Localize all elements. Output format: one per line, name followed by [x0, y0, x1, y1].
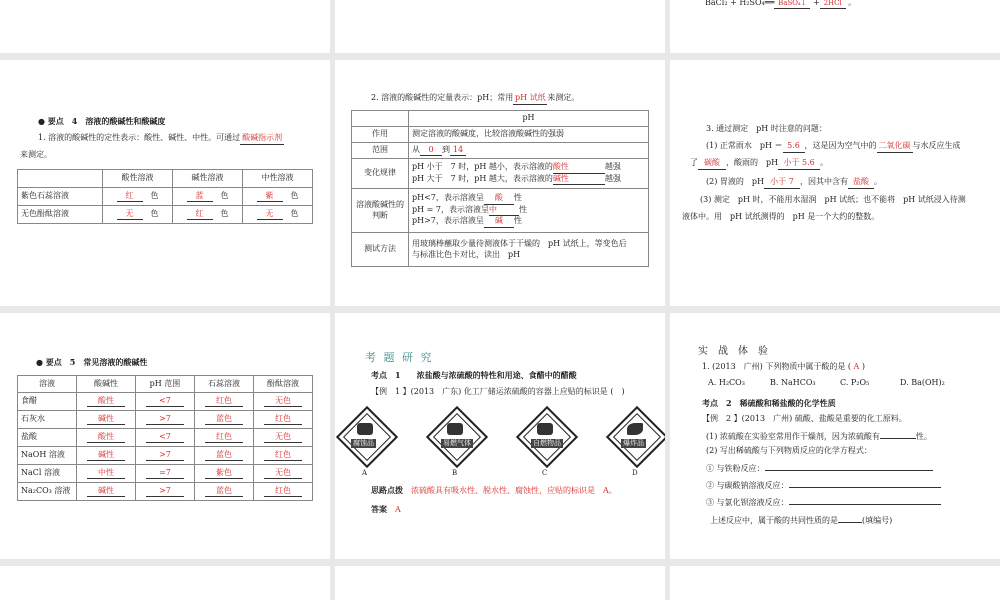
table-cell [77, 429, 136, 447]
table-cell [173, 206, 243, 224]
hazard-signs [335, 405, 665, 485]
equation-text: BaCl₂ + H₂SO₄══ [705, 0, 775, 7]
hazard-sign-a [336, 406, 398, 468]
note-line [690, 158, 828, 170]
range-mid: 到 [442, 144, 450, 154]
judge-fill: 酸 [484, 193, 514, 205]
table-row [18, 465, 313, 483]
answer-line [371, 504, 401, 516]
e5-blank [789, 496, 941, 505]
cell-fill: 红色 [264, 486, 302, 498]
answer-value: A [395, 505, 401, 514]
note-text: 与水反应生成 [912, 141, 961, 150]
note-text: 了 [690, 158, 698, 167]
judge-end: 性 [513, 216, 522, 226]
hint-text: 浓硫酸具有吸水性、脱水性、腐蚀性，应贴的标识是 A。 [411, 486, 617, 495]
example-part-5 [706, 496, 941, 509]
table-row [18, 483, 313, 501]
row-label: 溶液酸碱性的判断 [352, 189, 409, 233]
cell-fill: 中性 [87, 468, 125, 480]
cell-suffix: 色 [150, 208, 159, 218]
option-letter: A [362, 469, 368, 477]
example-line: 【例 2 】(2013 广州) 硫酸、盐酸是重要的化工原料。 [702, 414, 907, 423]
option-letter: C [542, 469, 548, 477]
table-cell [77, 465, 136, 483]
note-fill: 5.6 [783, 141, 805, 153]
cell-fill: 红色 [205, 432, 243, 444]
cell-fill: 红 [117, 191, 143, 203]
cell-fill: 无色 [264, 396, 302, 408]
row-label: 无色酚酞溶液 [18, 206, 103, 224]
table-cell [103, 188, 173, 206]
hint-line [371, 485, 617, 497]
intro-line [371, 93, 579, 105]
table-cell [195, 411, 254, 429]
slide-11 [335, 566, 665, 600]
judge-text: pH = 7，表示溶液呈 [412, 204, 489, 214]
option-b: B. NaHCO₃ [770, 378, 816, 387]
row-label: 作用 [352, 127, 409, 143]
table-cell [136, 393, 195, 411]
hazard-label: 易燃气体 [443, 439, 471, 447]
slide-4 [0, 60, 330, 306]
equation-blank-1: BaSO₄↓ [774, 0, 810, 9]
cell-suffix: 色 [220, 208, 229, 218]
q1-answer: A [853, 362, 860, 371]
cell-fill: 红色 [205, 396, 243, 408]
note-fill: 盐酸 [848, 177, 874, 189]
table-header [18, 170, 103, 188]
method-text: 用玻璃棒蘸取少量待测液体于干燥的 pH 试纸上，等变色后 [412, 238, 627, 248]
hazard-sign-d [606, 406, 665, 468]
note-fill: 二氧化碳 [877, 141, 913, 153]
solution-name: Na₂CO₃ 溶液 [18, 483, 77, 501]
heading-text: 要点 4 溶液的酸碱性和酸碱度 [47, 116, 166, 126]
table-cell [254, 411, 313, 429]
hazard-symbol-icon [537, 423, 553, 435]
e3-blank [765, 462, 933, 471]
rule-end: 越强 [604, 173, 621, 183]
judge-fill: 中 [489, 205, 519, 217]
table-row [18, 429, 313, 447]
hint-label: 思路点拨 [371, 485, 403, 495]
slide-1 [0, 0, 330, 53]
common-solutions-table [17, 375, 313, 501]
cell-fill: 无色 [264, 432, 302, 444]
cell-fill: 酸性 [87, 396, 125, 408]
table-cell [136, 411, 195, 429]
cell-fill: 无 [257, 209, 283, 221]
table-row [18, 447, 313, 465]
note-line: 3. 通过测定 pH 时注意的问题： [706, 124, 827, 133]
bullet-icon: ● [38, 116, 45, 126]
section-title: 考 题 研 究 [365, 351, 434, 364]
note-fill: 碳酸 [698, 158, 726, 170]
e4-text: ② 与碳酸钠溶液反应： [706, 481, 789, 490]
ph-table [351, 110, 649, 267]
note-text: (2) 胃液的 pH [706, 177, 764, 186]
e1-blank [880, 430, 916, 439]
table-row [18, 411, 313, 429]
row-value [409, 189, 649, 233]
table-cell [136, 447, 195, 465]
table-header: 酸碱性 [77, 376, 136, 393]
table-row [18, 188, 313, 206]
cell-fill: =7 [146, 468, 184, 480]
solution-name: NaCl 溶液 [18, 465, 77, 483]
table-row [18, 206, 313, 224]
option-a: A. H₂CO₃ [708, 378, 745, 387]
slide-12 [670, 566, 1000, 600]
note-line [706, 141, 961, 153]
slide-5 [335, 60, 665, 306]
table-row [352, 143, 649, 159]
cell-suffix: 色 [290, 190, 299, 200]
cell-fill: 酸性 [87, 432, 125, 444]
cell-fill: <7 [146, 396, 184, 408]
e1-text: (1) 浓硫酸在实验室常用作干燥剂，因为浓硫酸有 [706, 432, 880, 441]
q1-text: 1. (2013 广州) 下列物质中属于酸的是 ( [702, 362, 851, 371]
cell-fill: 蓝色 [205, 414, 243, 426]
note-text: 。 [873, 177, 882, 186]
note-text: ，酸雨的 pH [726, 158, 779, 167]
table-header: 酸性溶液 [103, 170, 173, 188]
e6-text: 上述反应中，属于酸的共同性质的是 [710, 516, 838, 525]
option-d: D. Ba(OH)₂ [900, 378, 945, 387]
table-cell [195, 483, 254, 501]
intro-end: 来测定。 [547, 93, 580, 102]
hazard-sign-b [426, 406, 488, 468]
note-line [706, 177, 882, 189]
table-row [352, 189, 649, 233]
ph-header: pH [409, 111, 649, 127]
table-cell [195, 393, 254, 411]
rule-end: 越强 [604, 161, 621, 171]
equation-plus: + [812, 0, 820, 7]
cell-fill: 无 [117, 209, 143, 221]
note-fill: 小于 5.6 [778, 158, 820, 170]
hazard-sign-c [516, 406, 578, 468]
hazard-label: 自燃物品 [533, 439, 561, 447]
cell-suffix: 色 [150, 190, 159, 200]
table-cell [77, 447, 136, 465]
row-value [409, 233, 649, 267]
note-text: (1) 正常雨水 pH ＝ [706, 141, 783, 150]
row-label: 紫色石蕊溶液 [18, 188, 103, 206]
cell-suffix: 色 [220, 190, 229, 200]
cell-fill: 紫 [257, 191, 283, 203]
cell-suffix: 色 [290, 208, 299, 218]
table-cell [173, 188, 243, 206]
rule-fill: 碱性 [553, 174, 605, 186]
note-fill: 小于 7 [764, 177, 800, 189]
table-header: 溶液 [18, 376, 77, 393]
table-cell [254, 429, 313, 447]
equation-blank-2: 2HCl [820, 0, 846, 9]
table-header: pH 范围 [136, 376, 195, 393]
solution-name: 石灰水 [18, 411, 77, 429]
example-line: 【例 1 】(2013 广东) 化工厂储运浓硫酸的容器上应贴的标识是 ( ) [371, 387, 625, 396]
table-cell [103, 206, 173, 224]
judge-end: 性 [513, 192, 522, 202]
table-cell [136, 465, 195, 483]
cell-fill: 红色 [264, 450, 302, 462]
e6-blank [838, 514, 862, 523]
note-text: 。 [820, 158, 829, 167]
table-row [18, 393, 313, 411]
option-letter: B [452, 469, 458, 477]
table-cell [77, 411, 136, 429]
section-title: 实 战 体 验 [698, 346, 768, 357]
e5-text: ③ 与氯化钡溶液反应： [706, 498, 789, 507]
judge-text: pH>7，表示溶液呈 [412, 216, 484, 226]
table-row [352, 127, 649, 143]
method-text: 与标准比色卡对比，读出 pH [412, 249, 521, 259]
table-cell [195, 447, 254, 465]
indicator-blank: 酸碱指示剂 [240, 133, 284, 145]
cell-fill: 碱性 [87, 450, 125, 462]
slide-6 [670, 60, 1000, 306]
cell-fill: 无色 [264, 468, 302, 480]
table-header: 石蕊溶液 [195, 376, 254, 393]
table-cell [195, 465, 254, 483]
note-text: ，这是因为空气中的 [804, 141, 877, 150]
judge-text: pH<7，表示溶液呈 [412, 192, 484, 202]
example-part-2: (2) 写出稀硫酸与下列物质反应的化学方程式： [706, 446, 872, 455]
cell-fill: 蓝色 [205, 450, 243, 462]
question-1 [702, 362, 865, 373]
table-cell [254, 465, 313, 483]
cell-fill: 蓝色 [205, 486, 243, 498]
range-low: 0 [420, 145, 442, 157]
row-label: 变化规律 [352, 159, 409, 189]
cell-fill: 红色 [264, 414, 302, 426]
cell-fill: >7 [146, 414, 184, 426]
example-part-6 [710, 514, 892, 527]
rule-text: pH 大于 7 时，pH 越大，表示溶液的 [412, 173, 553, 183]
cell-fill: <7 [146, 432, 184, 444]
solution-name: NaOH 溶液 [18, 447, 77, 465]
cell-fill: >7 [146, 450, 184, 462]
note-line: (3) 测定 pH 时，不能用水湿润 pH 试纸；也不能将 pH 试纸浸入待测 [700, 195, 966, 204]
q1-end: ) [861, 362, 865, 371]
table-cell [77, 393, 136, 411]
judge-fill: 碱 [484, 216, 514, 228]
hazard-symbol-icon [627, 423, 643, 435]
empty-cell [352, 111, 409, 127]
e4-blank [789, 479, 941, 488]
table-cell [254, 447, 313, 465]
table-cell [136, 483, 195, 501]
e6-end: (填编号) [862, 516, 893, 525]
intro-text: 2. 溶液的酸碱性的定量表示：pH；常用 [371, 93, 514, 102]
section-heading [38, 116, 165, 127]
row-value [409, 159, 649, 189]
cell-fill: 碱性 [87, 414, 125, 426]
example-part-1 [706, 430, 932, 443]
table-header: 中性溶液 [243, 170, 313, 188]
hazard-symbol-icon [357, 423, 373, 435]
cell-fill: >7 [146, 486, 184, 498]
table-cell [136, 429, 195, 447]
table-cell [77, 483, 136, 501]
table-row [352, 159, 649, 189]
ph-paper-blank: pH 试纸 [513, 93, 547, 105]
hazard-symbol-icon [447, 423, 463, 435]
cell-fill: 碱性 [87, 486, 125, 498]
intro-text: 1. 溶液的酸碱性的定性表示：酸性、碱性、中性。可通过 [38, 133, 241, 142]
equation-line [705, 0, 856, 9]
cell-fill: 蓝 [187, 191, 213, 203]
slide-9 [670, 313, 1000, 559]
bullet-icon: ● [36, 357, 43, 367]
table-cell [243, 188, 313, 206]
rule-text: pH 小于 7 时，pH 越小，表示溶液的 [412, 161, 553, 171]
row-label: 测试方法 [352, 233, 409, 267]
range-pre: 从 [412, 144, 420, 154]
judge-end: 性 [518, 204, 527, 214]
e1-end: 性。 [915, 432, 932, 441]
section-heading [36, 357, 147, 368]
slide-7 [0, 313, 330, 559]
option-c: C. P₂O₅ [840, 378, 870, 387]
table-cell [254, 483, 313, 501]
option-letter: D [632, 469, 638, 477]
table-cell [195, 429, 254, 447]
example-part-4 [706, 479, 941, 492]
heading-text: 要点 5 常见溶液的酸碱性 [45, 357, 148, 367]
hazard-label: 爆炸品 [623, 439, 644, 447]
slide-2 [335, 0, 665, 53]
range-high: 14 [450, 145, 466, 157]
kaodian-line: 考点 2 稀硫酸和稀盐酸的化学性质 [702, 398, 836, 408]
example-part-3 [706, 462, 933, 475]
row-value: 测定溶液的酸碱度，比较溶液酸碱性的强弱 [409, 127, 649, 143]
equation-end: 。 [848, 0, 857, 7]
rule-fill: 酸性 [553, 162, 605, 174]
table-header: 酚酞溶液 [254, 376, 313, 393]
intro-line [38, 133, 284, 145]
table-cell [243, 206, 313, 224]
hazard-label: 腐蚀品 [353, 439, 374, 447]
cell-fill: 紫色 [205, 468, 243, 480]
note-text: ，因其中含有 [799, 177, 848, 186]
indicator-table [17, 169, 313, 224]
note-line: 液体中。用 pH 试纸测得的 pH 是一个大约的整数。 [682, 212, 880, 221]
row-value [409, 143, 649, 159]
table-row [352, 233, 649, 267]
kaodian-line: 考点 1 浓盐酸与浓硫酸的特性和用途、食醋中的醋酸 [371, 370, 577, 380]
e3-text: ① 与铁粉反应： [706, 464, 765, 473]
slide-3 [670, 0, 1000, 53]
slide-8 [335, 313, 665, 559]
solution-name: 盐酸 [18, 429, 77, 447]
table-header: 碱性溶液 [173, 170, 243, 188]
row-label: 范围 [352, 143, 409, 159]
cell-fill: 红 [187, 209, 213, 221]
intro-line-2: 来测定。 [20, 150, 52, 159]
slide-10 [0, 566, 330, 600]
table-cell [254, 393, 313, 411]
answer-label: 答案 [371, 504, 387, 514]
solution-name: 食醋 [18, 393, 77, 411]
